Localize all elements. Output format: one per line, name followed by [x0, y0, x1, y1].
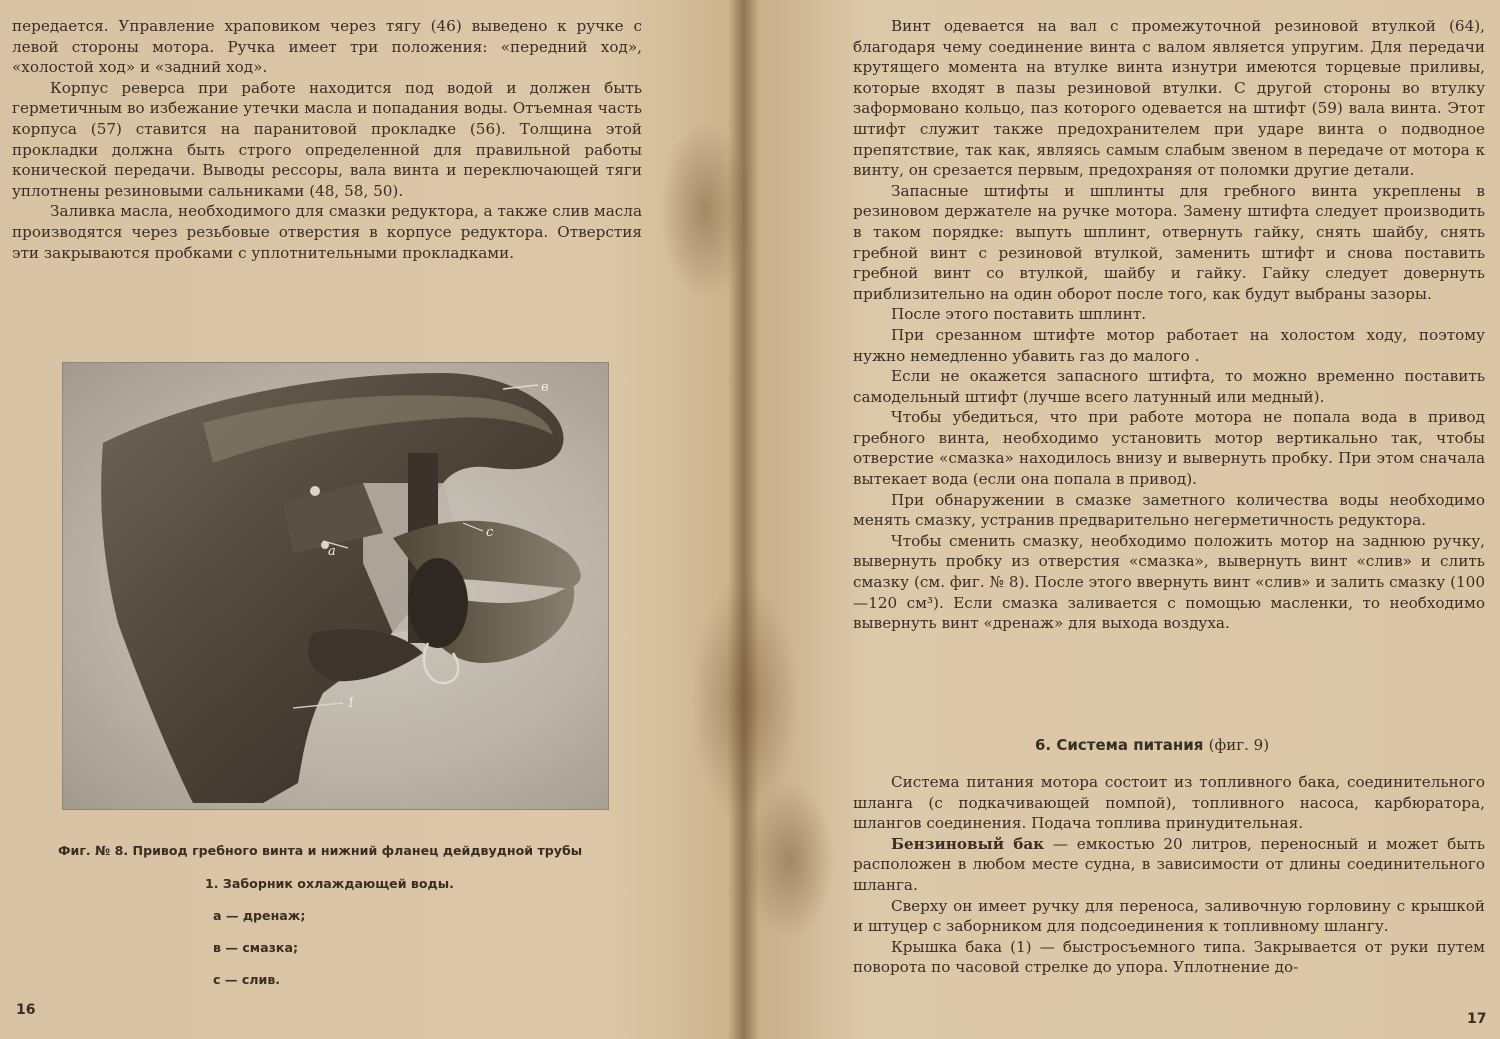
figure-label-1: 1 [347, 696, 356, 711]
left-page [0, 0, 745, 1039]
paragraph: Если не окажется запасного штифта, то можно временно поставить самодельный штифт (лучше всего латунный или медный). [853, 367, 1485, 406]
paragraph [853, 834, 1485, 896]
paragraph: Корпус реверса при работе находится под водой и должен быть герметичным во избежание утечки масла и попадания воды. Отъемная часть корпуса (57) ставится на паранитовой прокладке (56). Толщина этой прокладки должна быть строго определенной для правильной работы конической передачи. Выводы рессоры, вала винта и переключающей тяги уплотнены резиновыми сальниками (48, 58, 50). [12, 78, 642, 200]
drain-screw [310, 486, 320, 496]
figure-caption: Фиг. № 8. Привод гребного винта и нижний фланец дейдвудной трубы [58, 843, 583, 858]
paragraph: передается. Управление храповиком через тягу (46) выведено к ручке с левой стороны мотора. Ручка имеет три положения: «передний ход», «холостой ход» и «задний ход». [12, 17, 642, 77]
section-heading [1035, 736, 1269, 754]
left-text-block [12, 16, 642, 263]
propeller-blade-left [308, 629, 423, 681]
paragraph: Сверху он имеет ручку для переноса, заливочную горловину с крышкой и штуцер с заборником для подсоединения к топливному шлангу. [853, 896, 1485, 936]
figure-label-top: в [541, 380, 549, 395]
term-bold: Бензиновый бак [891, 834, 1045, 853]
figure-legend-item: с — слив. [213, 972, 281, 987]
right-page [745, 0, 1500, 1039]
right-text-block-bottom [853, 772, 1485, 978]
right-text-block-top [853, 16, 1485, 634]
figure-label-c: с [486, 525, 494, 540]
paragraph: Чтобы убедиться, что при работе мотора не попала вода в привод гребного винта, необходимо установить мотор вертикально так, чтобы отверстие «смазка» находилось внизу и вывернуть пробку. При этом сначала вытекает вода (если она попала в привод). [853, 408, 1485, 489]
paragraph: При срезанном штифте мотор работает на холостом ходу, поэтому нужно немедленно убавить газ до малого . [853, 325, 1485, 365]
figure-legend-title: 1. Заборник охлаждающей воды. [205, 876, 454, 891]
propeller-hub [408, 558, 468, 648]
section-heading-ref: (фиг. 9) [1208, 736, 1270, 754]
paragraph: Винт одевается на вал с промежуточной резиновой втулкой (64), благодаря чему соединение винта с валом является упругим. Для передачи крутящего момента на втулке винта изнутри имеются торцевые приливы, которые входят в пазы резиновой втулки. С другой стороны во втулку заформовано кольцо, паз которого одевается на штифт (59) вала винта. Этот штифт служит также предохранителем при ударе винта о подводное препятствие, так как, являясь самым слабым звеном в передаче от мотора к винту, он срезается первым, предохраняя от поломки другие детали. [853, 17, 1485, 180]
paragraph: Чтобы сменить смазку, необходимо положить мотор на заднюю ручку, вывернуть пробку из отверстия «смазка», вывернуть винт «слив» и слить смазку (см. фиг. № 8). После этого ввернуть винт «слив» и залить смазку (100—120 см³). Если смазка заливается с помощью масленки, то необходимо вывернуть винт «дренаж» для выхода воздуха. [853, 531, 1485, 633]
paragraph: Заливка масла, необходимого для смазки редуктора, а также слив масла производятся через резьбовые отверстия в корпусе редуктора. Отверстия эти закрываются пробками с уплотнительными прокладками. [12, 202, 642, 262]
paragraph: Крышка бака (1) — быстросъемного типа. Закрывается от руки путем поворота по часовой стрелке до упора. Уплотнение до- [853, 937, 1485, 977]
paragraph-text: — емкостью 20 литров, переносный и может быть расположен в любом месте судна, в зависимости от длины соединительного шланга. [853, 834, 1486, 894]
paragraph: Запасные штифты и шплинты для гребного винта укреплены в резиновом держателе на ручке мотора. Замену штифта следует производить в таком порядке: выпуть шплинт, отвернуть гайку, снять шайбу, снять гребной винт с резиновой втулкой, заменить штифт и снова поставить гребной винт со втулкой, шайбу и гайку. Гайку следует довернуть приблизительно на один оборот после того, как будут выбраны зазоры. [853, 181, 1485, 303]
paragraph: Система питания мотора состоит из топливного бака, соединительного шланга (с подкачивающей помпой), топливного насоса, карбюратора, шлангов соединения. Подача топлива принудительная. [853, 773, 1485, 833]
paragraph: После этого поставить шплинт. [891, 305, 1147, 324]
page-number-right: 17 [1467, 1011, 1487, 1027]
figure-legend-item: в — смазка; [213, 940, 298, 955]
page-number-left: 16 [16, 1002, 36, 1018]
section-heading-title: 6. Система питания [1035, 736, 1204, 754]
figure-photo [62, 362, 609, 810]
figure-legend-item: а — дренаж; [213, 908, 306, 923]
paragraph: При обнаружении в смазке заметного количества воды необходимо менять смазку, устранив предварительно негерметичность редуктора. [853, 490, 1485, 530]
gearcase-housing [101, 373, 563, 803]
figure-label-a: а [328, 544, 336, 559]
outboard-drive-illustration [63, 363, 608, 809]
